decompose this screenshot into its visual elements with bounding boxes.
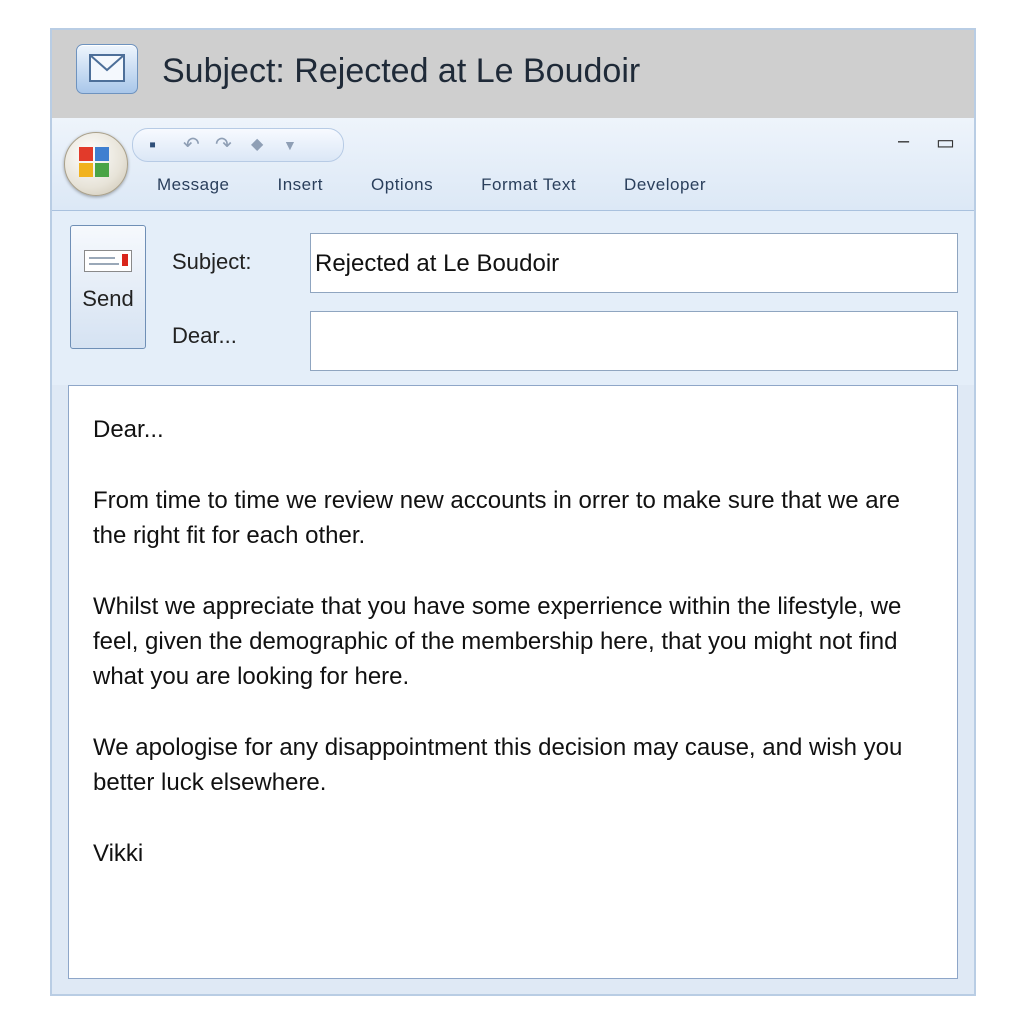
tab-format-text[interactable]: Format Text	[481, 175, 577, 194]
ribbon	[52, 118, 974, 211]
message-body[interactable]	[68, 385, 958, 979]
office-logo-icon	[95, 147, 109, 161]
office-button[interactable]	[64, 132, 128, 196]
office-logo-icon	[95, 163, 109, 177]
send-icon	[84, 250, 132, 272]
maximize-button[interactable]: ▭	[936, 132, 955, 154]
title-bar	[52, 30, 974, 119]
office-logo-icon	[79, 163, 93, 177]
minimize-button[interactable]: –	[898, 130, 910, 152]
compose-header	[52, 211, 974, 385]
send-button[interactable]	[70, 225, 146, 349]
body-paragraph: Whilst we appreciate that you have some experrience within the lifestyle, we feel, given the demographic of the membership here, that you might not find what you are looking for here.	[93, 593, 902, 690]
ribbon-tabs	[157, 170, 730, 200]
chevron-down-icon[interactable]: ▼	[283, 137, 297, 153]
body-greeting: Dear...	[93, 416, 164, 443]
body-paragraph: We apologise for any disappointment this decision may cause, and wish you better luck elsewhere.	[93, 734, 903, 796]
body-signature: Vikki	[93, 840, 144, 867]
tab-message[interactable]: Message	[157, 175, 230, 194]
send-label: Send	[82, 286, 134, 311]
tab-developer[interactable]: Developer	[624, 175, 707, 194]
to-label: Dear...	[172, 323, 237, 348]
tab-insert[interactable]: Insert	[277, 175, 324, 194]
tab-options[interactable]: Options	[371, 175, 434, 194]
office-logo-icon	[79, 147, 93, 161]
window-title: Subject: Rejected at Le Boudoir	[162, 52, 641, 90]
to-input[interactable]	[310, 311, 958, 371]
subject-label: Subject:	[172, 249, 252, 274]
envelope-icon	[76, 44, 138, 94]
redo-icon[interactable]: ↷	[215, 134, 232, 156]
save-icon[interactable]: ▪	[149, 134, 157, 156]
quick-access-toolbar	[132, 128, 344, 162]
arrow-icon[interactable]: ◆	[251, 136, 264, 153]
body-paragraph: From time to time we review new accounts in orrer to make sure that we are the right fit for each other.	[93, 487, 900, 549]
undo-icon[interactable]: ↶	[183, 134, 200, 156]
email-compose-window	[50, 28, 976, 996]
subject-input[interactable]: Rejected at Le Boudoir	[310, 233, 958, 293]
